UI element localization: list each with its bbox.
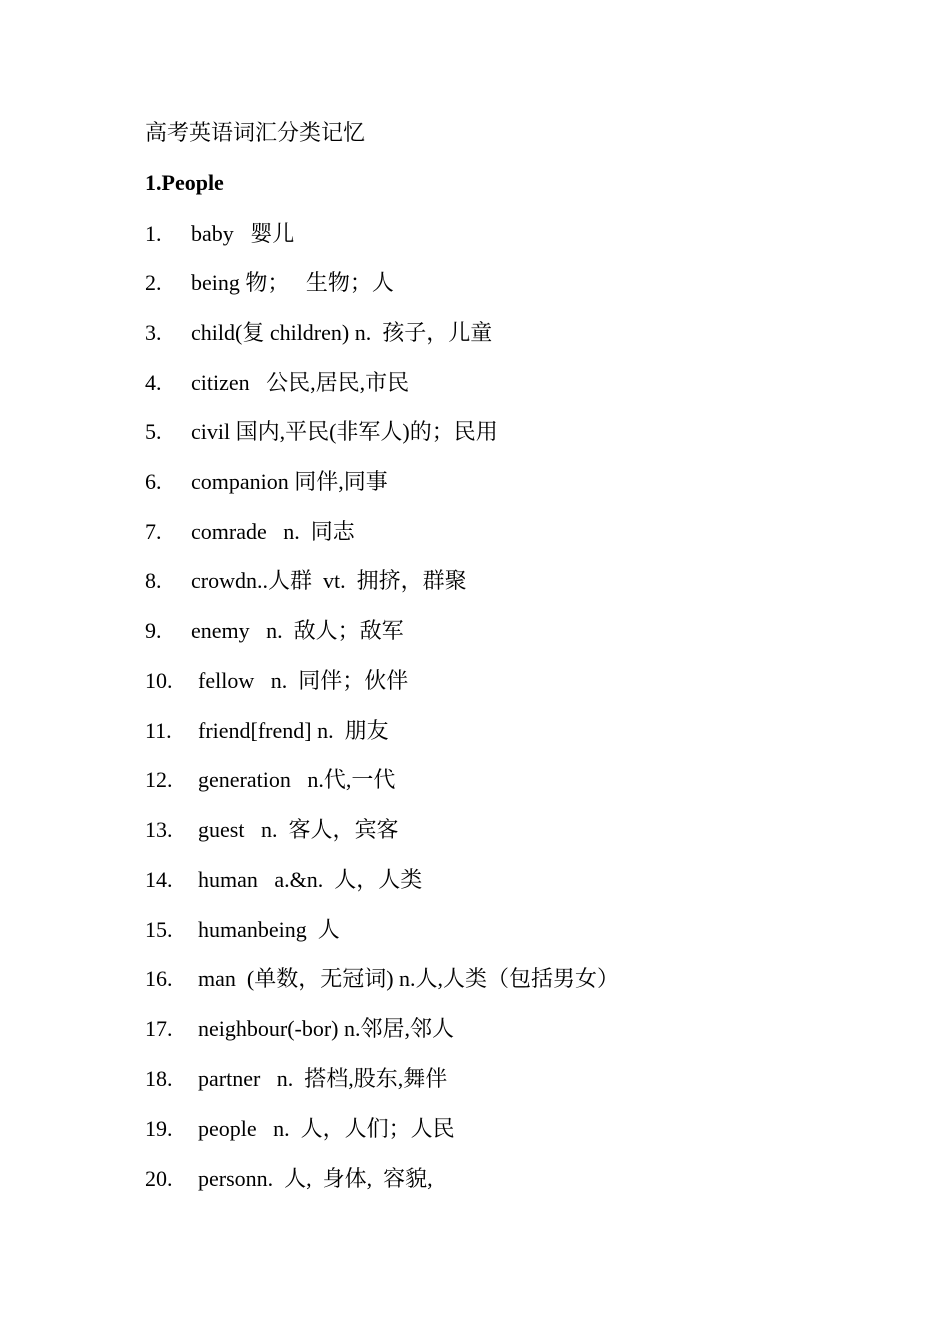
item-number: 5. — [145, 419, 162, 444]
item-text: enemy n. 敌人；敌军 — [191, 618, 404, 643]
item-number: 14. — [145, 867, 173, 892]
item-number: 12. — [145, 767, 173, 792]
item-text: guest n. 客人，宾客 — [198, 817, 399, 842]
item-number: 2. — [145, 270, 162, 295]
item-text: partner n. 搭档,股东,舞伴 — [198, 1066, 448, 1091]
item-number: 15. — [145, 917, 173, 942]
item-text: friend[frend] n. 朋友 — [198, 718, 389, 743]
item-number: 9. — [145, 618, 162, 643]
item-number: 6. — [145, 469, 162, 494]
item-text: human a.&n. 人，人类 — [198, 867, 423, 892]
item-text: citizen 公民,居民,市民 — [191, 370, 410, 395]
item-text: fellow n. 同伴；伙伴 — [198, 668, 409, 693]
item-number: 19. — [145, 1116, 173, 1141]
item-text: humanbeing 人 — [198, 917, 340, 942]
item-number: 20. — [145, 1166, 173, 1191]
item-text: baby 婴儿 — [191, 221, 295, 246]
item-number: 4. — [145, 370, 162, 395]
item-number: 10. — [145, 668, 173, 693]
item-number: 13. — [145, 817, 173, 842]
item-number: 11. — [145, 718, 172, 743]
item-number: 3. — [145, 320, 162, 345]
item-text: crowdn..人群 vt. 拥挤，群聚 — [191, 568, 467, 593]
item-number: 7. — [145, 519, 162, 544]
item-text: people n. 人，人们；人民 — [198, 1116, 455, 1141]
item-text: being 物； 生物；人 — [191, 270, 394, 295]
item-text: child(复 children) n. 孩子，儿童 — [191, 320, 493, 345]
item-text: man (单数，无冠词) n.人,人类（包括男女） — [198, 966, 620, 991]
item-text: civil 国内,平民(非军人)的；民用 — [191, 419, 498, 444]
item-number: 1. — [145, 221, 162, 246]
section-heading: 1.People — [145, 170, 224, 195]
item-number: 17. — [145, 1016, 173, 1041]
item-number: 18. — [145, 1066, 173, 1091]
item-number: 8. — [145, 568, 162, 593]
item-text: companion 同伴,同事 — [191, 469, 388, 494]
item-text: neighbour(-bor) n.邻居,邻人 — [198, 1016, 455, 1041]
document-title: 高考英语词汇分类记忆 — [145, 120, 366, 145]
item-number: 16. — [145, 966, 173, 991]
item-text: comrade n. 同志 — [191, 519, 355, 544]
item-text: generation n.代,一代 — [198, 767, 396, 792]
item-text: personn. 人, 身体, 容貌, — [198, 1166, 433, 1191]
